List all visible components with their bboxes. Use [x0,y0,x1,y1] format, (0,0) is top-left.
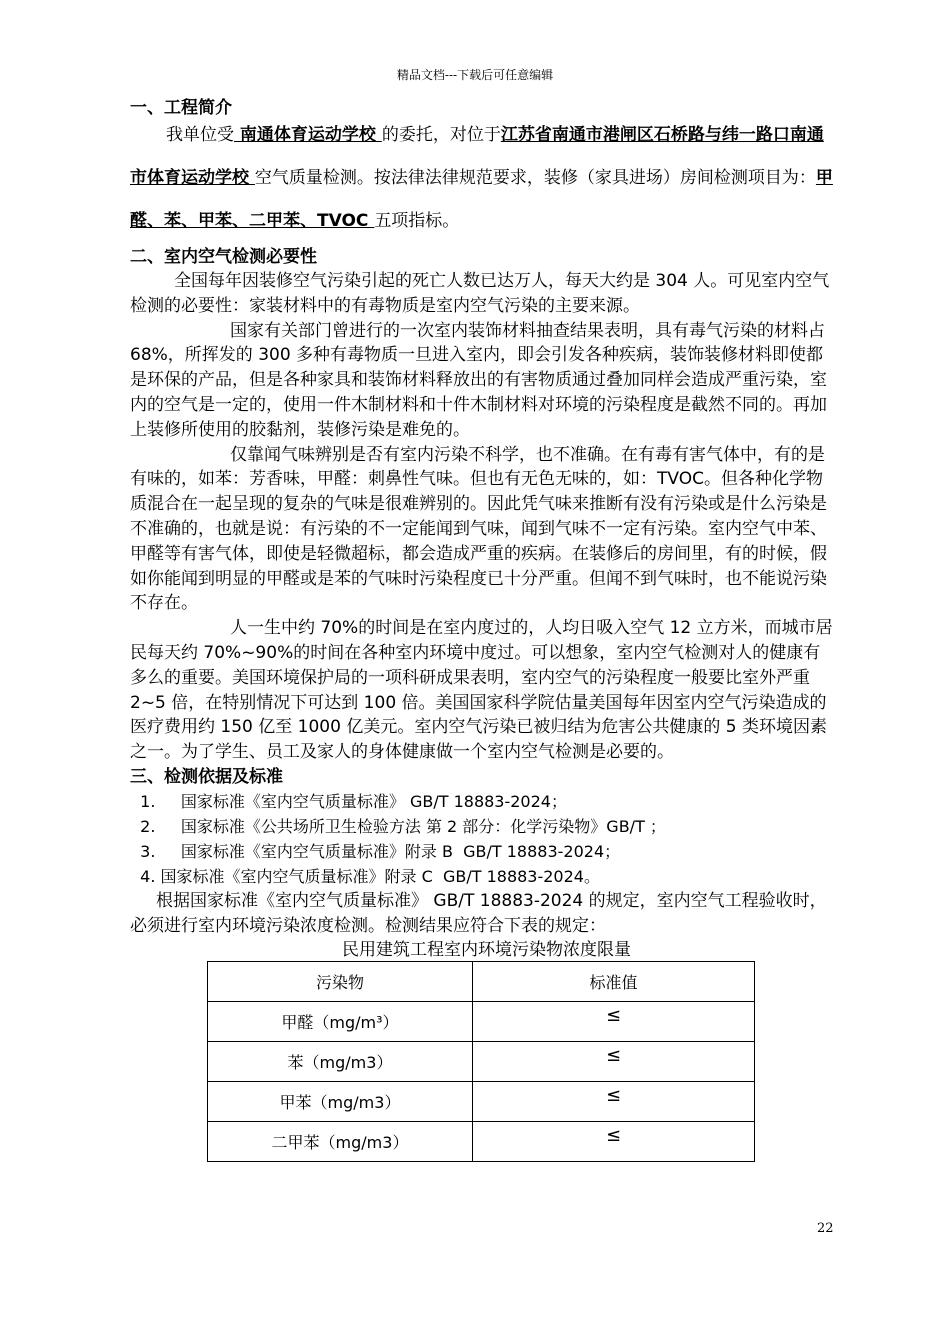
limit-value-cell [473,1081,755,1121]
standard-list-item: 1. 国家标准《室内空气质量标准》 GB/T 18883-2024； [130,791,567,811]
table-header-row [208,961,755,1001]
table-row [208,1041,755,1081]
intro-text-2: 的委托，对位于 [381,125,501,145]
document-body [130,96,835,1162]
limit-value-cell [473,1121,755,1161]
header-note: 精品文档---下载后可任意编辑 [396,68,554,82]
section-1-heading: 一、工程简介 [130,98,232,118]
pollutant-cell: 二甲苯（mg/m3） [208,1121,473,1161]
limit-value: ≤ [605,1004,622,1026]
table-header-cell: 标准值 [473,961,755,1001]
table-row [208,1081,755,1121]
standard-list-item: 4. 国家标准《室内空气质量标准》附录 C GB/T 18883-2024。 [130,866,600,886]
pollutant-cell: 甲醛（mg/m³） [208,1001,473,1041]
intro-text-3: 空气质量检测。按法律法律规范要求，装修（家具进场）房间检测项目为： [254,168,816,188]
intro-text-4: 五项指标。 [374,211,460,231]
limit-value: ≤ [605,1124,622,1146]
section-3-heading: 三、检测依据及标准 [130,766,283,787]
client-name: 南通体育运动学校 [234,125,382,145]
section-2-heading: 二、室内空气检测必要性 [130,247,317,267]
section-1-paragraph [130,114,835,243]
section-3-paragraph: 根据国家标准《室内空气质量标准》 GB/T 18883-2024 的规定，室内空气工程验收时，必须进行室内环境污染浓度检测。检测结果应符合下表的规定： [130,890,827,936]
limit-value-cell [473,1001,755,1041]
table-title: 民用建筑工程室内环境污染物浓度限量 [342,939,631,960]
limit-value: ≤ [605,1084,622,1106]
section-2-paragraph-1: 全国每年因装修空气污染引起的死亡人数已达万人，每天大约是 304 人。可见室内空气检测的必要性：家装材料中的有毒物质是室内空气污染的主要来源。 [130,271,830,316]
table-row [208,1121,755,1161]
intro-text-1: 我单位受 [166,125,234,145]
standard-list-item: 3. 国家标准《室内空气质量标准》附录 B GB/T 18883-2024； [130,841,621,861]
site-location: 江苏省南通市港闸区石桥路与纬一路口南通市体育运动学校 [130,125,824,188]
pollutant-cell: 甲苯（mg/m3） [208,1081,473,1121]
limit-value: ≤ [605,1044,622,1066]
section-2-paragraph-4: 人一生中约 70%的时间是在室内度过的，人均日吸入空气 12 立方米，而城市居民每天约 70%~90%的时间在各种室内环境中度过。可以想象，室内空气检测对人的健康有多么的重要。美国环境保护局的一项科研成果表明，室内空气的污染程度一般要比室外严重 2~5 倍，在特别情况下可达到 100 倍。美国国家科学院估量美国每年因室内空气污染造成的医疗费用约 150 亿至 1000 亿美元。室内空气污染已被归结为危害公共健康的 5 类环境因素之一。为了学生、员工及家人的身体健康做一个室内空气检测是必要的。 [130,618,833,763]
pollutant-limits-table [207,961,755,1162]
limit-value-cell [473,1041,755,1081]
section-2-paragraph-3: 仅靠闻气味辨别是否有室内污染不科学，也不准确。在有毒有害气体中，有的是有味的，如苯：芳香味，甲醛：刺鼻性气味。但也有无色无味的，如：TVOC。但各种化学物质混合在一起呈现的复杂的气味是很难辨别的。因此凭气味来推断有没有污染或是什么污染是不准确的，也就是说：有污染的不一定能闻到气味，闻到气味不一定有污染。室内空气中苯、甲醛等有害气体，即使是轻微超标，都会造成严重的疾病。在装修后的房间里，有的时候，假如你能闻到明显的甲醛或是苯的气味时污染程度已十分严重。但闻不到气味时，也不能说污染不存在。 [130,444,827,614]
table-row [208,1001,755,1041]
page-number: 22 [817,1221,834,1236]
standard-list-item: 2. 国家标准《公共场所卫生检验方法 第 2 部分：化学污染物》GB/T ； [130,816,666,836]
test-items: 甲醛、苯、甲苯、二甲苯、TVOC [130,168,833,231]
table-header-cell: 污染物 [208,961,473,1001]
section-2-paragraph-2: 国家有关部门曾进行的一次室内装饰材料抽查结果表明，具有毒气污染的材料占 68%，所挥发的 300 多种有毒物质一旦进入室内，即会引发各种疾病，装饰装修材料即使都是环保的产品，但是各种家具和装饰材料释放出的有害物质通过叠加同样会造成严重污染，室内的空气是一定的，使用一件木制材料和十件木制材料对环境的污染程度是截然不同的。再加上装修所使用的胶黏剂，装修污染是难免的。 [130,320,827,440]
pollutant-cell: 苯（mg/m3） [208,1041,473,1081]
